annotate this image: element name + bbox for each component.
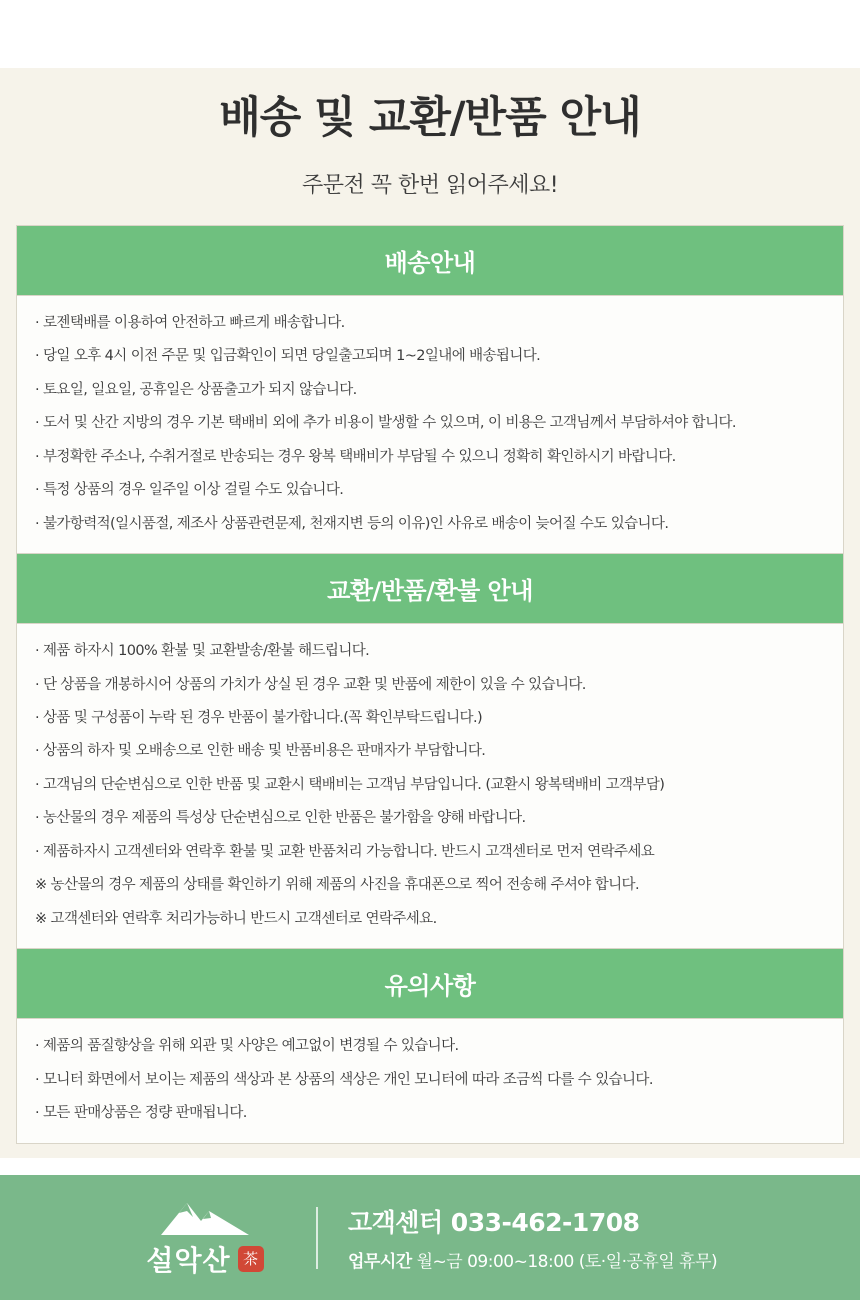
customer-center-phone: 고객센터 033-462-1708	[348, 1208, 640, 1237]
section-heading: 교환/반품/환불 안내	[17, 554, 843, 624]
notice-line: · 부정확한 주소나, 수취거절로 반송되는 경우 왕복 택배비가 부담될 수 있으니 정확히 확인하시기 바랍니다.	[35, 448, 676, 465]
brand-logo	[130, 1197, 280, 1279]
notice-line: · 도서 및 산간 지방의 경우 기본 택배비 외에 추가 비용이 발생할 수 있으며, 이 비용은 고객님께서 부담하셔야 합니다.	[35, 415, 736, 432]
notice-line: · 단 상품을 개봉하시어 상품의 가치가 상실 된 경우 교환 및 반품에 제한이 있을 수 있습니다.	[35, 676, 586, 693]
title-block	[0, 68, 860, 199]
page-subtitle: 주문전 꼭 한번 읽어주세요!	[301, 172, 559, 198]
notice-line: · 로젠택배를 이용하여 안전하고 빠르게 배송합니다.	[35, 314, 345, 331]
business-hours-label: 업무시간	[348, 1252, 412, 1272]
notice-line: · 모든 판매상품은 정량 판매됩니다.	[35, 1105, 247, 1122]
notice-line: ※ 농산물의 경우 제품의 상태를 확인하기 위해 제품의 사진을 휴대폰으로 찍어 전송해 주셔야 합니다.	[35, 877, 639, 894]
section-body	[17, 296, 843, 553]
notice-line: · 상품 및 구성품이 누락 된 경우 반품이 불가합니다.(꼭 확인부탁드립니다.)	[35, 709, 483, 726]
business-hours-value: 월~금 09:00~18:00 (토·일·공휴일 휴무)	[416, 1252, 718, 1272]
sections-container	[16, 225, 844, 1144]
notice-line: ※ 고객센터와 연락후 처리가능하니 반드시 고객센터로 연락주세요.	[35, 910, 437, 927]
mountain-icon	[157, 1197, 253, 1237]
business-hours	[348, 1247, 717, 1272]
notice-line: · 제품의 품질향상을 위해 외관 및 사양은 예고없이 변경될 수 있습니다.	[35, 1038, 459, 1055]
footer-divider	[316, 1207, 318, 1269]
section-exchange-refund	[17, 554, 843, 949]
contact-info	[348, 1203, 717, 1272]
page-title: 배송 및 교환/반품 안내	[219, 93, 641, 143]
notice-line: · 특정 상품의 경우 일주일 이상 걸릴 수도 있습니다.	[35, 482, 344, 499]
notice-body	[0, 68, 860, 1158]
section-heading: 유의사항	[17, 949, 843, 1019]
footer-content	[0, 1197, 860, 1279]
footer-bar	[0, 1175, 860, 1300]
section-body	[17, 624, 843, 948]
top-spacer	[0, 0, 860, 68]
notice-line: · 토요일, 일요일, 공휴일은 상품출고가 되지 않습니다.	[35, 381, 357, 398]
brand-name: 설악산	[146, 1243, 231, 1277]
notice-line: · 농산물의 경우 제품의 특성상 단순변심으로 인한 반품은 불가함을 양해 바랍니다.	[35, 810, 526, 827]
section-delivery	[17, 226, 843, 554]
notice-line: · 제품 하자시 100% 환불 및 교환발송/환불 해드립니다.	[35, 643, 370, 660]
notice-line: · 상품의 하자 및 오배송으로 인한 배송 및 반품비용은 판매자가 부담합니다.	[35, 743, 486, 760]
section-precautions	[17, 949, 843, 1143]
section-body	[17, 1019, 843, 1142]
section-heading: 배송안내	[17, 226, 843, 296]
notice-line: · 고객님의 단순변심으로 인한 반품 및 교환시 택배비는 고객님 부담입니다. (교환시 왕복택배비 고객부담)	[35, 776, 665, 793]
notice-line: · 모니터 화면에서 보이는 제품의 색상과 본 상품의 색상은 개인 모니터에 따라 조금씩 다를 수 있습니다.	[35, 1071, 653, 1088]
tea-seal-icon: 茶	[238, 1246, 264, 1272]
notice-line: · 당일 오후 4시 이전 주문 및 입금확인이 되면 당일출고되며 1~2일내에 배송됩니다.	[35, 348, 541, 365]
notice-line: · 제품하자시 고객센터와 연락후 환불 및 교환 반품처리 가능합니다. 반드시 고객센터로 먼저 연락주세요	[35, 843, 655, 860]
notice-line: · 불가항력적(일시품절, 제조사 상품관련문제, 천재지변 등의 이유)인 사유로 배송이 늦어질 수도 있습니다.	[35, 515, 669, 532]
